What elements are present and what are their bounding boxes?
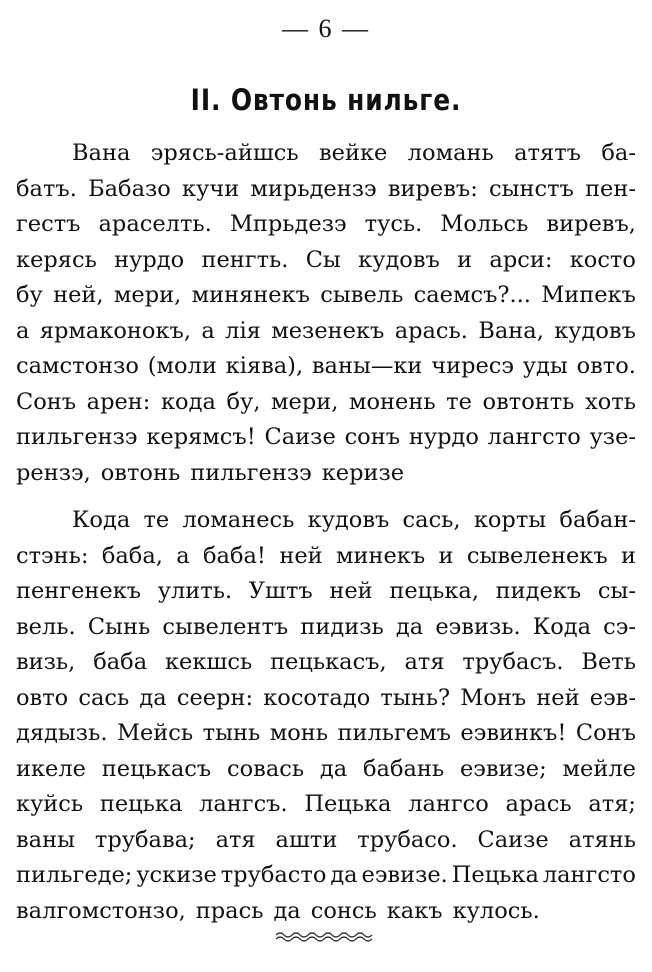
word: Пецька: [451, 862, 539, 888]
word: мери,: [271, 388, 339, 415]
text-line: [16, 858, 636, 894]
word: сонъ: [344, 424, 401, 450]
word: стэнь:: [16, 542, 89, 569]
word: сонсь: [310, 897, 377, 924]
word: батъ.: [16, 175, 77, 202]
word: ашти: [275, 826, 338, 853]
word: керямсъ!: [146, 424, 256, 450]
word: сывель: [320, 282, 404, 308]
word: кудовъ: [307, 507, 390, 533]
text-line: [16, 574, 636, 610]
word: кудовъ: [358, 246, 440, 273]
word: Сонъ: [575, 720, 636, 746]
word: атятъ: [514, 140, 581, 166]
word: (моли: [147, 353, 217, 379]
word: какъ: [386, 897, 443, 924]
word: лія: [225, 317, 261, 344]
word: баба!: [203, 542, 266, 569]
word: эрясь-айшсь: [150, 140, 299, 166]
word: атянь: [568, 826, 636, 853]
word: ярмаконокъ,: [39, 317, 191, 344]
word: да: [139, 684, 167, 711]
word: сы-: [597, 578, 636, 604]
word: лангсто: [487, 424, 581, 450]
word: Бабазо: [88, 175, 171, 202]
word: саемсъ?...: [413, 282, 531, 308]
page-number: — 6 —: [282, 14, 370, 43]
text-line: [16, 503, 636, 539]
word: те: [446, 388, 472, 415]
word: Сонъ: [16, 388, 77, 415]
word: Уштъ: [248, 578, 313, 604]
word: керясь: [16, 246, 97, 273]
word: пильгеде;: [16, 862, 133, 888]
word: уды: [522, 353, 568, 379]
text-line: [16, 823, 636, 859]
word: Монъ: [460, 684, 527, 711]
word: узе-: [589, 424, 636, 450]
word: араселть.: [98, 211, 212, 237]
text-line: [16, 207, 636, 243]
word: виревъ:: [387, 175, 478, 202]
word: Вана,: [478, 317, 544, 344]
word: чиресэ: [431, 353, 514, 379]
word: Кода: [532, 613, 592, 640]
word: лангсо: [408, 791, 489, 817]
word: Веть: [581, 649, 636, 675]
word: пецька: [99, 791, 183, 817]
text-line: [16, 894, 636, 930]
text-line: [16, 539, 636, 575]
word: совась: [227, 755, 305, 782]
word: сынстъ: [488, 175, 574, 202]
word: еэв-: [589, 684, 636, 711]
word: те: [143, 507, 170, 533]
word: ваны—ки: [311, 353, 423, 379]
word: тынь?: [380, 684, 451, 711]
text-line: [16, 752, 636, 788]
word: икеле: [16, 755, 86, 782]
word: и: [438, 542, 454, 569]
text-line: [16, 420, 636, 456]
word: лангсъ.: [199, 791, 288, 817]
word: бу: [16, 282, 43, 308]
word: арась: [505, 791, 572, 817]
text-line: [16, 456, 636, 492]
word: арась.: [394, 317, 468, 344]
word: атя: [404, 649, 445, 675]
word: трубасто: [220, 862, 327, 888]
word: а: [201, 317, 215, 344]
word: куйсь: [16, 791, 84, 817]
word: Саизе: [264, 424, 336, 450]
word: овтонь: [100, 459, 181, 486]
word: пильгензэ: [190, 459, 312, 486]
word: пенгенекъ: [16, 578, 142, 604]
word: пен-: [585, 175, 636, 202]
word: арен:: [86, 388, 151, 415]
text-line: [16, 610, 636, 646]
word: Сынь: [87, 613, 151, 640]
word: еэвизе;: [459, 755, 547, 782]
word: тусь.: [364, 211, 423, 237]
text-line: [16, 787, 636, 823]
text-line: [16, 172, 636, 208]
word: нурдо: [114, 246, 185, 273]
word: визь,: [16, 649, 76, 675]
word: корты: [473, 507, 547, 533]
word: пенгть.: [201, 246, 289, 273]
paragraph-gap: [16, 491, 636, 503]
word: пильгемъ: [337, 720, 451, 746]
word: ней: [279, 542, 323, 569]
text-line: [16, 681, 636, 717]
word: сывелентъ: [162, 613, 289, 640]
text-line: [16, 136, 636, 172]
word: и: [621, 542, 636, 569]
word: бабань: [362, 755, 445, 782]
word: пецькасъ: [101, 755, 212, 782]
word: Мольсь: [440, 211, 529, 237]
word: трубава;: [94, 826, 196, 853]
text-line: [16, 385, 636, 421]
word: арси:: [489, 246, 553, 273]
word: Вана: [72, 140, 131, 166]
word: тынь: [202, 720, 261, 746]
word: косто: [569, 246, 636, 273]
text-line: [16, 645, 636, 681]
word: вейке: [318, 140, 388, 166]
word: валгомстонзо,: [16, 897, 186, 924]
word: да: [319, 755, 348, 782]
word: Мпрьдезэ: [229, 211, 347, 237]
word: ней,: [53, 282, 104, 308]
word: дядызь.: [16, 720, 108, 746]
word: кекшсь: [164, 649, 253, 675]
word: кода: [160, 388, 216, 415]
text-line: [16, 243, 636, 279]
word: овто: [16, 684, 69, 711]
word: а: [176, 542, 190, 569]
word: мезенекъ: [271, 317, 385, 344]
word: улить.: [157, 578, 233, 604]
word: кудовъ: [554, 317, 636, 344]
word: виревъ,: [546, 211, 636, 237]
word: сеерн:: [176, 684, 254, 711]
body-text: [16, 136, 636, 929]
word: Сы: [305, 246, 341, 273]
word: Мейсь: [116, 720, 194, 746]
word: кулось.: [452, 897, 540, 924]
word: Кода: [72, 507, 131, 533]
word: еэвинкъ!: [460, 720, 567, 746]
word: минянекъ: [191, 282, 310, 308]
word: хоть: [585, 388, 636, 415]
word: мирьдензэ: [250, 175, 377, 202]
word: сась: [78, 684, 130, 711]
word: монень: [348, 388, 436, 415]
word: лангсто: [542, 862, 636, 888]
word: пецькасъ,: [270, 649, 387, 675]
word: пильгензэ: [16, 424, 138, 450]
word: керизе: [321, 459, 405, 486]
word: пидекъ: [495, 578, 582, 604]
word: кіява),: [225, 353, 304, 379]
chapter-title: II. Овтонь нильге.: [190, 83, 462, 117]
word: косотадо: [263, 684, 371, 711]
word: овто.: [576, 353, 636, 379]
word: Мипекъ: [541, 282, 636, 308]
word: ба-: [601, 140, 636, 166]
word: вель.: [16, 613, 76, 640]
word: пидизь: [300, 613, 384, 640]
word: ней: [329, 578, 373, 604]
word: трубасъ.: [462, 649, 564, 675]
word: сэ-: [603, 613, 636, 640]
word: а: [16, 317, 30, 344]
word: баба,: [101, 542, 163, 569]
word: ускизе: [136, 862, 217, 888]
text-line: [16, 716, 636, 752]
word: кучи: [182, 175, 240, 202]
word: ваны: [16, 826, 75, 853]
word: бу,: [226, 388, 261, 415]
word: и: [457, 246, 473, 273]
word: да: [273, 897, 301, 924]
word: нурдо: [408, 424, 479, 450]
word: да: [395, 613, 424, 640]
word: еэвизе.: [361, 862, 448, 888]
word: пецька,: [389, 578, 479, 604]
word: бабан-: [559, 507, 636, 533]
word: да: [330, 862, 358, 888]
word: минекъ: [335, 542, 426, 569]
text-line: [16, 314, 636, 350]
word: сывеленекъ: [466, 542, 608, 569]
word: атя;: [588, 791, 636, 817]
word: монь: [269, 720, 328, 746]
word: атя: [215, 826, 256, 853]
word: ломанесь: [182, 507, 295, 533]
word: самстонзо: [16, 353, 139, 379]
word: мейле: [562, 755, 636, 782]
text-line: [16, 349, 636, 385]
word: ней: [536, 684, 580, 711]
word: Саизе: [477, 826, 549, 853]
word: баба: [93, 649, 148, 675]
word: овтонть: [482, 388, 575, 415]
word: Пецька: [304, 791, 392, 817]
wavy-ornament-icon: [274, 930, 374, 944]
word: рензэ,: [16, 459, 91, 486]
word: мери,: [113, 282, 182, 308]
text-line: [16, 278, 636, 314]
word: гестъ: [16, 211, 81, 237]
word: прась: [195, 897, 264, 924]
word: сась,: [402, 507, 461, 533]
word: ломань: [407, 140, 494, 166]
word: трубасо.: [357, 826, 458, 853]
word: еэвизь.: [435, 613, 521, 640]
